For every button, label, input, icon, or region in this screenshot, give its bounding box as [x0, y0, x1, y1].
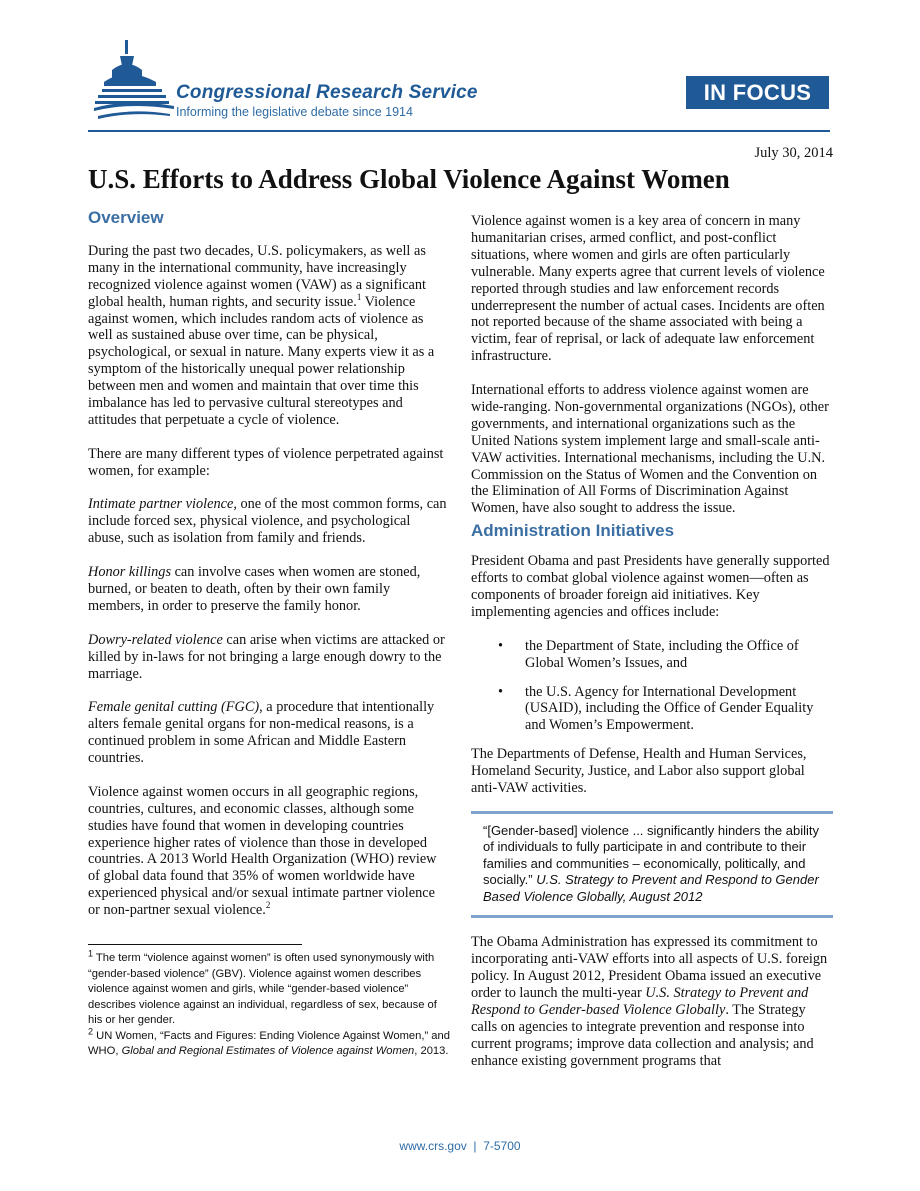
- overview-paragraph-3: Violence against women occurs in all geographic regions, countries, cultures, and economic classes, although some studies have found that women in developing countries experience higher rates of violence than those in developed countries. A 2013 World Health Organization (WHO) review of global data found that 35% of women worldwide have experienced physical and/or sexual intimate partner violence or non-partner sexual violence.$^2$: [88, 783, 437, 919]
- footnote-ref-1[interactable]: 1: [356, 291, 362, 302]
- overview-paragraph-1: During the past two decades, U.S. policymakers, as well as many in the international community, have increasingly recognized violence against women (VAW) as a significant global health, human rights, and security issue.$^1$ Violence against women, which includes random acts of violence as well as sustained abuse over time, can be physical, psychological, or sexual in nature. Many experts view it as a symptom of the historically unequal power relationship between men and women and maintain that over time this imbalance has led to pervasive cultural stereotypes and attitudes that perpetuate a cycle of violence.: [88, 242, 435, 428]
- footnote-ref-2[interactable]: 2: [265, 900, 271, 911]
- right-paragraph-2: International efforts to address violence against women are wide-ranging. Non-governmental organizations (NGOs), other governments, and international organizations such as the United Nations system implement large and small-scale anti-VAW activities. International mechanisms, including the U.N. Commission on the Status of Women and the Convention on the Elimination of All Forms of Discrimination Against Women, have also sought to address the issue.: [471, 382, 829, 517]
- footnote-2: $^2$ UN Women, “Facts and Figures: Ending Violence Against Women,” and WHO, Global and Regional Estimates of Violence against Women, 2013.: [88, 1025, 450, 1057]
- footnotes: [88, 948, 450, 1060]
- bullet-icon: •: [498, 637, 504, 654]
- overview-heading: Overview: [88, 208, 164, 227]
- right-paragraph-3: President Obama and past Presidents have generally supported efforts to combat global violence against women—often as components of broader foreign aid initiatives. Key implementing agencies and offices include:: [471, 553, 830, 620]
- footnote-rule: [88, 944, 302, 945]
- right-paragraph-5: The Obama Administration has expressed its commitment to incorporating anti-VAW efforts into all aspects of U.S. foreign policy. In August 2012, President Obama issued an executive order to launch the multi-year U.S. Strategy to Prevent and Respond to Gender-based Violence Globally. The Strategy calls on agencies to integrate prevention and response into current programs; improve data collection and analysis; and enhance existing government programs that: [471, 934, 828, 1069]
- document-date: July 30, 2014: [754, 145, 833, 161]
- overview-paragraph-2: There are many different types of violence perpetrated against women, for example:: [88, 445, 444, 479]
- agency-list: [471, 638, 833, 735]
- header-rule: [88, 130, 830, 132]
- org-tagline: Informing the legislative debate since 1914: [176, 105, 413, 119]
- administration-initiatives-heading: Administration Initiatives: [471, 521, 675, 541]
- in-focus-badge: IN FOCUS: [686, 76, 829, 109]
- left-column: [88, 210, 448, 936]
- violence-type-intimate-partner: Intimate partner violence, one of the most common forms, can include forced sex, physical violence, and psychological abuse, such as isolation from family and friends.: [88, 496, 447, 547]
- bullet-icon: •: [498, 683, 504, 700]
- org-name: Congressional Research Service: [176, 82, 478, 103]
- capitol-dome-logo-icon: [90, 36, 180, 126]
- violence-type-fgc: Female genital cutting (FGC), a procedure that intentionally alters female genital organs for non-medical reasons, is a continued problem in some African and Middle Eastern countries.: [88, 699, 435, 767]
- document-title: U.S. Efforts to Address Global Violence Against Women: [88, 164, 730, 194]
- quote-source: U.S. Strategy to Prevent and Respond to Gender Based Violence Globally, August 2012: [483, 872, 819, 904]
- page-footer[interactable]: www.crs.gov | 7-5700: [399, 1139, 521, 1153]
- footnote-1: $^1$ The term “violence against women” is often used synonymously with “gender-based violence” (GBV). Violence against women describes violence against women and girls, while “gender-based violence” describes violence against an individual, regardless of sex, because of his or her gender.: [88, 948, 437, 1026]
- pull-quote: “[Gender-based] violence ... significantly hinders the ability of individuals to fully participate in and contribute to their families and communities – economically, politically, and socially.” U.S. Strategy to Prevent and Respond to Gender Based Violence Globally, August 2012: [471, 811, 833, 919]
- violence-type-honor-killings: Honor killings can involve cases when women are stoned, burned, or beaten to death, often by their own family members, in order to preserve the family honor.: [88, 564, 421, 614]
- right-paragraph-4: The Departments of Defense, Health and Human Services, Homeland Security, Justice, and Labor also support global anti-VAW activities.: [471, 746, 807, 797]
- violence-type-dowry: Dowry-related violence can arise when victims are attacked or killed by in-laws for not bringing a large enough dowry to the marriage.: [88, 631, 445, 682]
- right-column: [471, 213, 833, 1087]
- list-item: • the Department of State, including the Office of Global Women’s Issues, and: [498, 637, 799, 671]
- right-paragraph-1: Violence against women is a key area of concern in many humanitarian crises, armed conflict, and post-conflict situations, where women and girls are often particularly vulnerable. Many experts agree that current levels of violence reported through studies and law enforcement records underrepresent the number of actual cases. Incidents are often not reported because of the shame associated with being a victim, fear of reprisal, or lack of adequate law enforcement infrastructure.: [471, 213, 825, 365]
- list-item: • the U.S. Agency for International Development (USAID), including the Office of Gender Equality and Women’s Empowerment.: [498, 683, 814, 734]
